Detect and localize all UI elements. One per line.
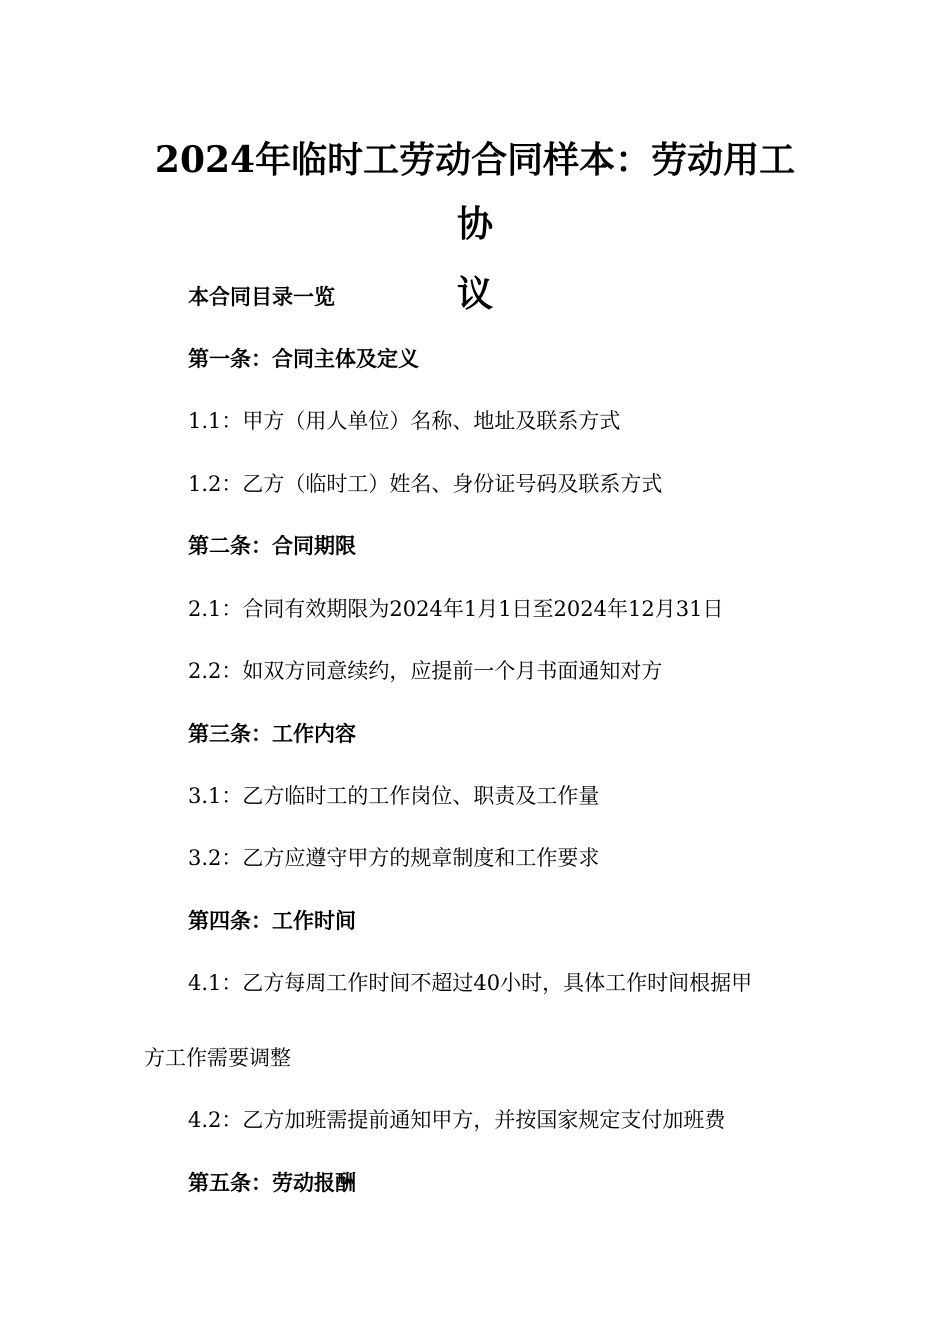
- clause-4-2: 4.2：乙方加班需提前通知甲方，并按国家规定支付加班费: [188, 1108, 726, 1132]
- title-line-1: 2024年临时工劳动合同样本：劳动用工协: [154, 139, 796, 245]
- clause-3-1: 3.1：乙方临时工的工作岗位、职责及工作量: [188, 784, 600, 808]
- article-2-heading: 第二条：合同期限: [188, 533, 356, 558]
- clause-2-2: 2.2：如双方同意续约，应提前一个月书面通知对方: [188, 659, 663, 683]
- clause-1-1: 1.1：甲方（用人单位）名称、地址及联系方式: [188, 409, 621, 433]
- toc-heading: 本合同目录一览: [188, 284, 335, 309]
- article-4-heading: 第四条：工作时间: [188, 908, 356, 933]
- clause-2-1: 2.1：合同有效期限为2024年1月1日至2024年12月31日: [188, 597, 724, 621]
- clause-4-1: 4.1：乙方每周工作时间不超过40小时，具体工作时间根据甲: [188, 971, 753, 995]
- clause-4-1-continued: 方工作需要调整: [144, 1046, 291, 1070]
- article-3-heading: 第三条：工作内容: [188, 721, 356, 746]
- title-line-2: 议: [456, 273, 493, 315]
- article-5-heading: 第五条：劳动报酬: [188, 1170, 356, 1195]
- clause-1-2: 1.2：乙方（临时工）姓名、身份证号码及联系方式: [188, 472, 663, 496]
- article-1-heading: 第一条：合同主体及定义: [188, 346, 419, 371]
- clause-3-2: 3.2：乙方应遵守甲方的规章制度和工作要求: [188, 846, 600, 870]
